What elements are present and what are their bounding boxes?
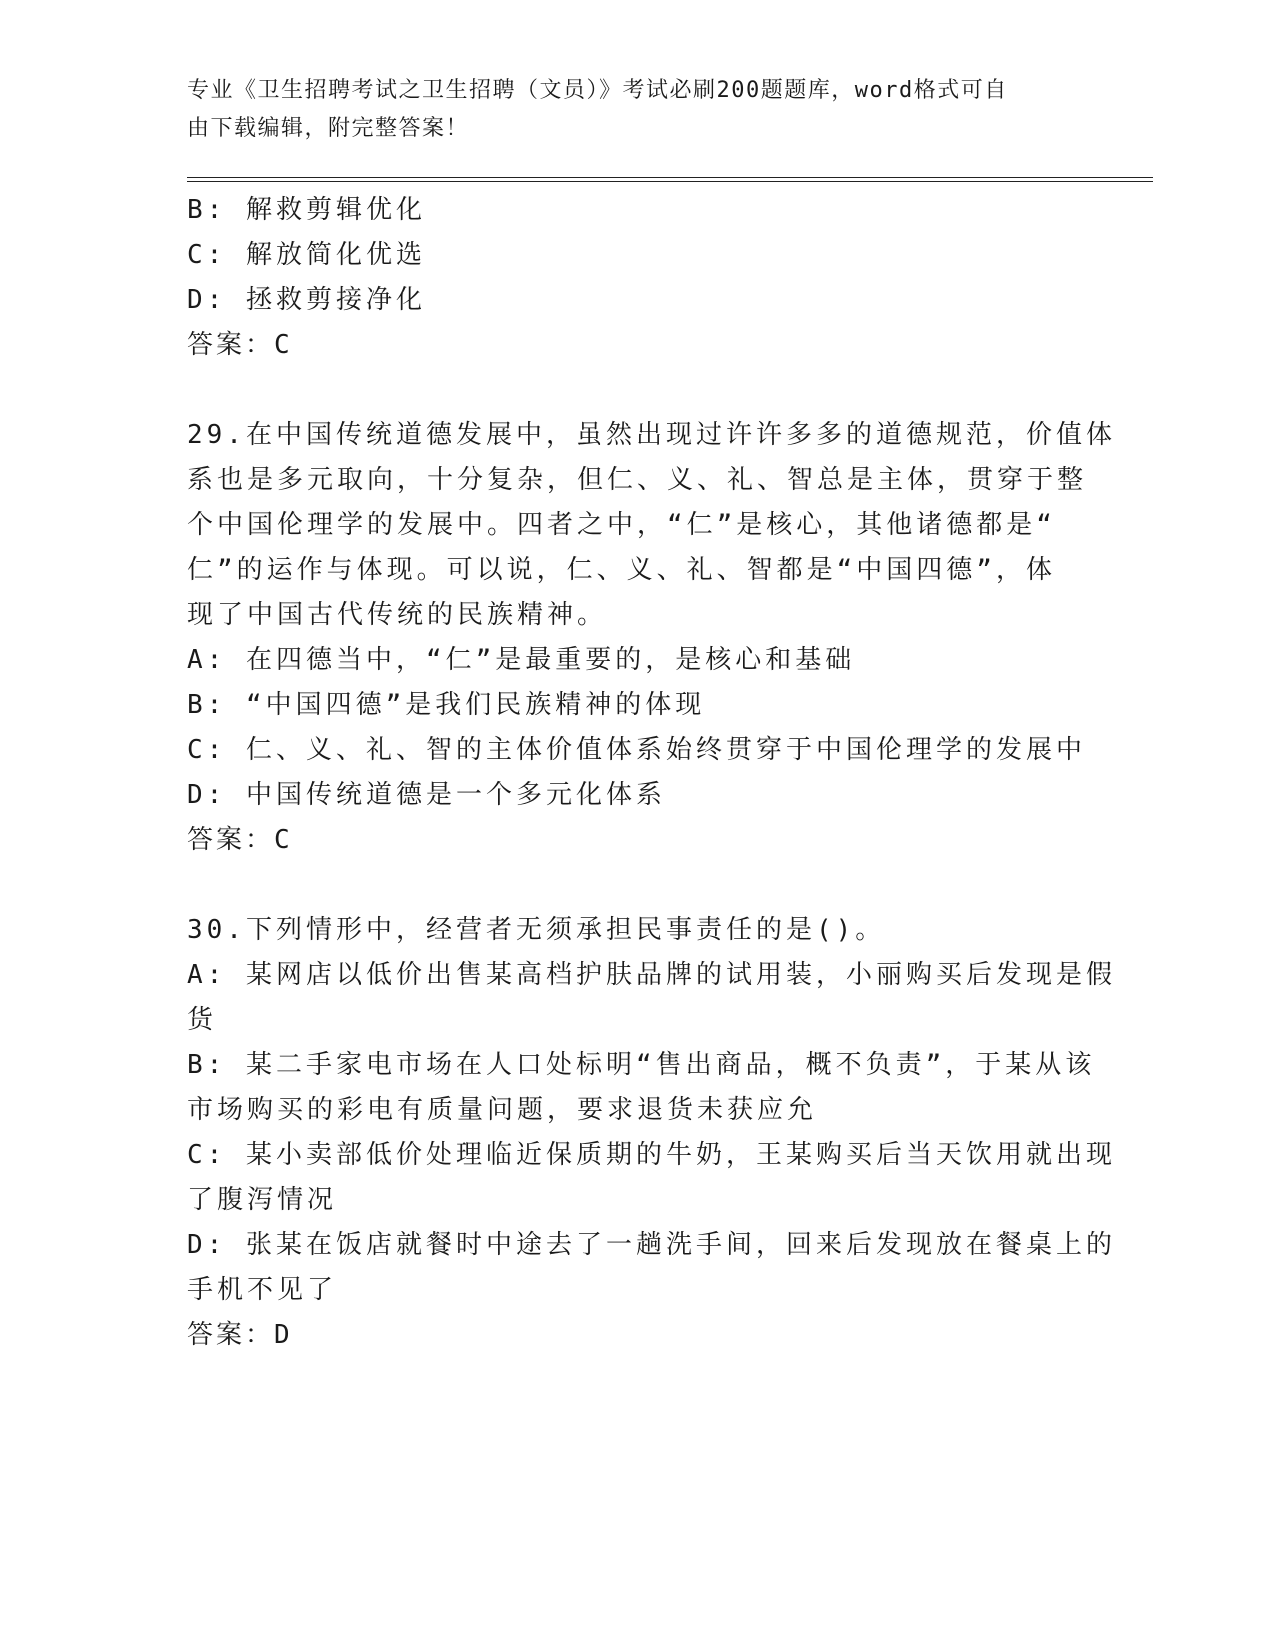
question-stem-line: 系也是多元取向，十分复杂，但仁、义、礼、智总是主体，贯穿于整	[187, 465, 1088, 495]
option-b: B: “中国四德”是我们民族精神的体现	[187, 690, 706, 720]
option-d: D: 拯救剪接净化	[187, 285, 426, 315]
header-divider	[187, 177, 1153, 182]
option-b-continued: 市场购买的彩电有质量问题，要求退货未获应允	[187, 1095, 818, 1125]
option-c: C: 解放简化优选	[187, 240, 426, 270]
question-stem-line: 29.在中国传统道德发展中，虽然出现过许许多多的道德规范，价值体	[187, 420, 1116, 450]
option-c: C: 某小卖部低价处理临近保质期的牛奶，王某购买后当天饮用就出现	[187, 1140, 1116, 1170]
question-stem: 30.下列情形中，经营者无须承担民事责任的是()。	[187, 915, 886, 945]
option-a: A: 在四德当中，“仁”是最重要的，是核心和基础	[187, 645, 856, 675]
page-header	[187, 72, 1087, 148]
option-d: D: 中国传统道德是一个多元化体系	[187, 780, 666, 810]
header-title-line-1: 专业《卫生招聘考试之卫生招聘（文员）》考试必刷200题题库，word格式可自	[187, 78, 1008, 103]
option-d-continued: 手机不见了	[187, 1275, 338, 1305]
spacer	[187, 863, 1087, 908]
header-title-line-2: 由下载编辑，附完整答案！	[187, 116, 470, 141]
question-content	[187, 188, 1116, 1358]
option-b: B: 某二手家电市场在人口处标明“售出商品，概不负责”，于某从该	[187, 1050, 1096, 1080]
question-29	[187, 413, 1116, 863]
question-stem-line: 现了中国古代传统的民族精神。	[187, 600, 608, 630]
question-stem-line: 仁”的运作与体现。可以说，仁、义、礼、智都是“中国四德”，体	[187, 555, 1056, 585]
answer: 答案：C	[187, 825, 293, 855]
option-a: A: 某网店以低价出售某高档护肤品牌的试用装，小丽购买后发现是假	[187, 960, 1116, 990]
question-28	[187, 188, 1087, 368]
option-d: D: 张某在饭店就餐时中途去了一趟洗手间，回来后发现放在餐桌上的	[187, 1230, 1116, 1260]
answer: 答案：D	[187, 1320, 293, 1350]
answer: 答案：C	[187, 330, 293, 360]
spacer	[187, 368, 1087, 413]
question-stem-line: 个中国伦理学的发展中。四者之中，“仁”是核心，其他诸德都是“	[187, 510, 1056, 540]
option-b: B: 解救剪辑优化	[187, 195, 426, 225]
option-a-continued: 货	[187, 1005, 218, 1035]
option-c-continued: 了腹泻情况	[187, 1185, 338, 1215]
option-c: C: 仁、义、礼、智的主体价值体系始终贯穿于中国伦理学的发展中	[187, 735, 1086, 765]
question-30	[187, 908, 1116, 1358]
